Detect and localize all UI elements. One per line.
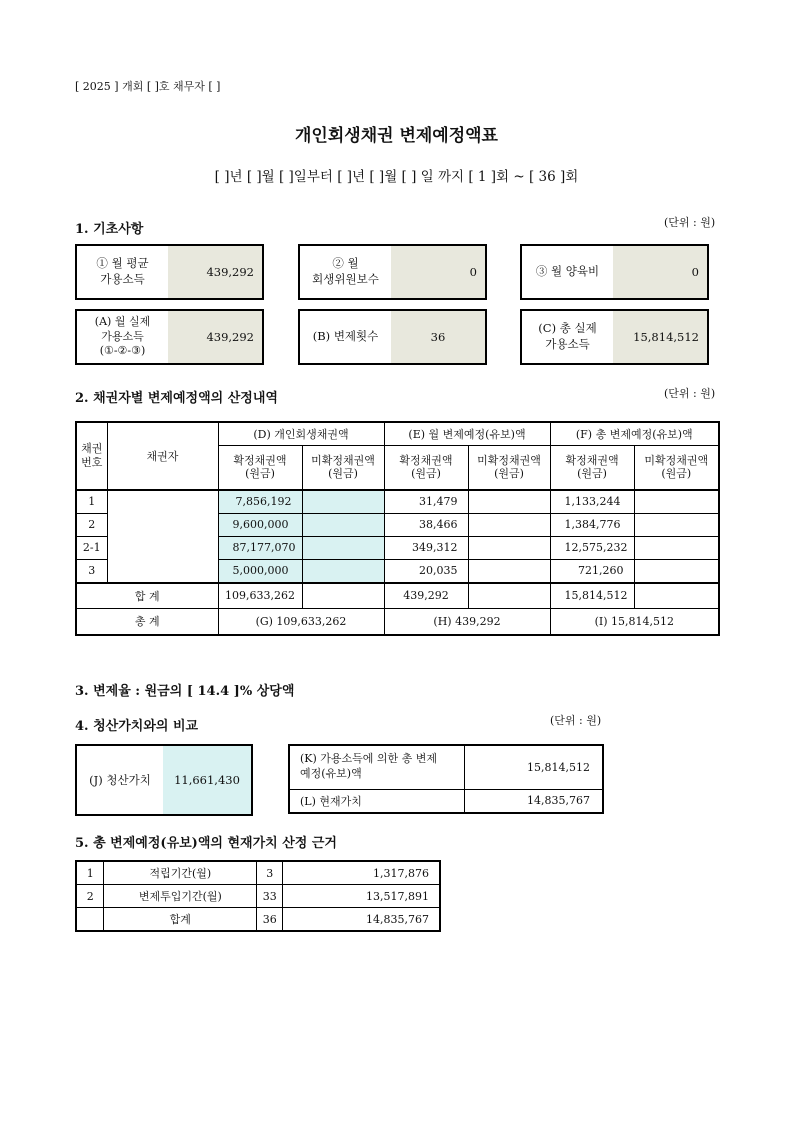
section1-heading: 1. 기초사항 [75, 222, 144, 237]
row-f-unconfirmed [634, 490, 719, 514]
repayment-count-value: 36 [391, 311, 485, 363]
actual-income-box [75, 309, 264, 365]
row-d-unconfirmed [302, 513, 384, 536]
table-row [76, 861, 440, 885]
row-f-unconfirmed [634, 513, 719, 536]
total-amount: 14,835,767 [283, 908, 440, 932]
unit-label: (단위 : 원) [664, 216, 716, 229]
row-no: 3 [76, 559, 107, 583]
col-f-confirmed: 확정채권액 (원금) [550, 446, 634, 490]
row-f-confirmed: 12,575,232 [550, 536, 634, 559]
col-creditor-no: 채권 번호 [76, 422, 107, 490]
row-label: 변제투입기간(월) [104, 885, 257, 908]
monthly-avg-income-value: 439,292 [168, 246, 262, 298]
unit-label-4: (단위 : 원) [550, 714, 602, 727]
sum-d: 109,633,262 [218, 583, 302, 609]
row-e-unconfirmed [468, 490, 550, 514]
total-row [76, 609, 719, 635]
actual-income-label: (A) 월 실제 가용소득 (①-②-③) [94, 314, 151, 358]
table-row [76, 908, 440, 932]
col-f-unconfirmed: 미확정채권액 (원금) [634, 446, 719, 490]
k-value: 15,814,512 [465, 745, 604, 789]
row-d-confirmed: 87,177,070 [218, 536, 302, 559]
total-no [76, 908, 104, 932]
monthly-avg-income-box [75, 244, 264, 300]
col-group-f: (F) 총 변제예정(유보)액 [550, 422, 719, 446]
row-months: 33 [257, 885, 283, 908]
total-income-box [520, 309, 709, 365]
col-d-confirmed: 확정채권액 (원금) [218, 446, 302, 490]
unit-label-2: (단위 : 원) [664, 387, 716, 400]
col-e-unconfirmed: 미확정채권액 (원금) [468, 446, 550, 490]
sum-e-unconfirmed [468, 583, 550, 609]
total-income-value: 15,814,512 [613, 311, 707, 363]
row-f-unconfirmed [634, 536, 719, 559]
trustee-fee-box [298, 244, 487, 300]
section3-heading: 3. 변제율 : 원금의 [ 14.4 ]% 상당액 [75, 684, 295, 699]
col-group-d: (D) 개인회생채권액 [218, 422, 384, 446]
child-support-box [520, 244, 709, 300]
row-d-unconfirmed [302, 536, 384, 559]
child-support-value: 0 [613, 246, 707, 298]
row-e-unconfirmed [468, 513, 550, 536]
col-creditor: 채권자 [107, 422, 218, 490]
section2-heading: 2. 채권자별 변제예정액의 산정내역 [75, 391, 278, 406]
row-amount: 13,517,891 [283, 885, 440, 908]
sum-f: 15,814,512 [550, 583, 634, 609]
liquidation-value: 11,661,430 [163, 746, 251, 814]
row-d-unconfirmed [302, 490, 384, 514]
l-value: 14,835,767 [465, 789, 604, 813]
page-title: 개인회생채권 변제예정액표 [295, 126, 498, 146]
comparison-table [288, 744, 604, 814]
row-f-confirmed: 1,384,776 [550, 513, 634, 536]
repayment-period: [ ]년 [ ]월 [ ]일부터 [ ]년 [ ]월 [ ] 일 까지 [ 1 ]회 ~ [ 36 ]회 [214, 169, 579, 185]
row-e-unconfirmed [468, 559, 550, 583]
row-no: 2 [76, 513, 107, 536]
creditor-table [75, 421, 720, 636]
row-e-confirmed: 31,479 [384, 490, 468, 514]
liquidation-value-label: (J) 청산가치 [89, 773, 151, 787]
total-months: 36 [257, 908, 283, 932]
row-f-unconfirmed [634, 559, 719, 583]
sum-f-unconfirmed [634, 583, 719, 609]
row-e-confirmed: 349,312 [384, 536, 468, 559]
row-no: 2 [76, 885, 104, 908]
creditor-name-cell [107, 490, 218, 583]
row-d-confirmed: 5,000,000 [218, 559, 302, 583]
actual-income-value: 439,292 [168, 311, 262, 363]
col-e-confirmed: 확정채권액 (원금) [384, 446, 468, 490]
row-d-confirmed: 7,856,192 [218, 490, 302, 514]
sum-e: 439,292 [384, 583, 468, 609]
row-e-confirmed: 20,035 [384, 559, 468, 583]
repayment-count-box [298, 309, 487, 365]
child-support-label: ③ 월 양육비 [535, 264, 600, 279]
k-label: (K) 가용소득에 의한 총 변제 예정(유보)액 [289, 745, 465, 789]
l-label: (L) 현재가치 [289, 789, 465, 813]
total-label: 총 계 [76, 609, 218, 635]
row-e-unconfirmed [468, 536, 550, 559]
row-e-confirmed: 38,466 [384, 513, 468, 536]
col-d-unconfirmed: 미확정채권액 (원금) [302, 446, 384, 490]
row-label: 적립기간(월) [104, 861, 257, 885]
table-row [76, 490, 719, 514]
liquidation-value-box [75, 744, 253, 816]
row-months: 3 [257, 861, 283, 885]
row-d-unconfirmed [302, 559, 384, 583]
row-f-confirmed: 721,260 [550, 559, 634, 583]
total-i: (I) 15,814,512 [550, 609, 719, 635]
total-income-label: (C) 총 실제 가용소득 [538, 321, 597, 351]
case-header: [ 2025 ] 개회 [ ]호 채무자 [ ] [75, 80, 221, 93]
present-value-table [75, 860, 441, 932]
total-g: (G) 109,633,262 [218, 609, 384, 635]
trustee-fee-value: 0 [391, 246, 485, 298]
row-no: 1 [76, 861, 104, 885]
trustee-fee-label: ② 월 회생위원보수 [312, 256, 379, 286]
repayment-count-label: (B) 변제횟수 [312, 329, 379, 344]
row-amount: 1,317,876 [283, 861, 440, 885]
sum-row [76, 583, 719, 609]
monthly-avg-income-label: ① 월 평균 가용소득 [96, 256, 149, 286]
row-no: 1 [76, 490, 107, 514]
total-label: 합계 [104, 908, 257, 932]
row-no: 2-1 [76, 536, 107, 559]
col-group-e: (E) 월 변제예정(유보)액 [384, 422, 550, 446]
sum-label: 합 계 [76, 583, 218, 609]
section4-heading: 4. 청산가치와의 비교 [75, 719, 199, 734]
table-row [76, 885, 440, 908]
row-f-confirmed: 1,133,244 [550, 490, 634, 514]
row-d-confirmed: 9,600,000 [218, 513, 302, 536]
section5-heading: 5. 총 변제예정(유보)액의 현재가치 산정 근거 [75, 836, 337, 851]
total-h: (H) 439,292 [384, 609, 550, 635]
sum-d-unconfirmed [302, 583, 384, 609]
